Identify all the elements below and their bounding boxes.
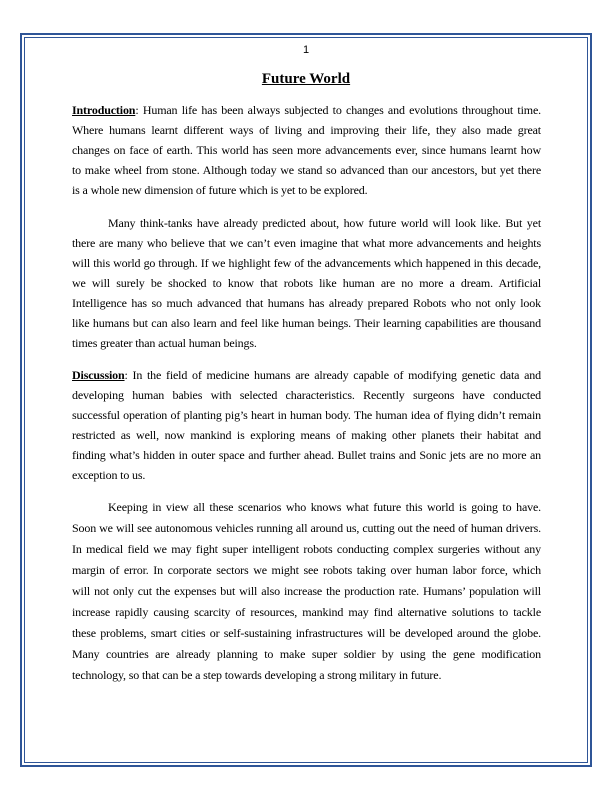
paragraph-line: successful operation of planting pig’s heart in human body. The human idea of flying didn’t remain <box>72 408 541 422</box>
paragraph-line: Soon we will see autonomous vehicles running all around us, cutting out the need of human drivers. <box>72 521 541 535</box>
discussion-heading: Discussion <box>72 368 125 382</box>
paragraph-line: to make wheel from stone. Although today we stand so advanced than our ancestors, but yet there <box>72 163 541 177</box>
paragraph-line: Where humans learnt different ways of living and improving their life, they also made great <box>72 123 541 137</box>
paragraph-line: restricted as well, now mankind is exploring means of making other planets their habitat and <box>72 428 541 442</box>
paragraph-line <box>72 100 541 120</box>
paragraph-line: developing human babies with selected characteristics. Recently surgeons have conducted <box>72 388 541 402</box>
paragraph-line: like humans but can also learn and feel like human beings. Their learning capabilities are thousand <box>72 316 541 330</box>
introduction-first-line: : Human life has been always subjected to changes and evolutions throughout time. <box>135 103 541 117</box>
paragraph-line: will this world go through. If we highlight few of the advancements which happened in this decade, <box>72 256 541 270</box>
paragraph-line: margin of error. In corporate sectors we might see robots taking over human labor force, which <box>72 563 541 577</box>
paragraph-line: finding what’s hidden in outer space and further ahead. Bullet trains and Sonic jets are no more an <box>72 448 541 462</box>
paragraph-line: Keeping in view all these scenarios who knows what future this world is going to have. <box>108 500 541 514</box>
paragraph-line: In medical field we may fight super intelligent robots conducting complex surgeries without any <box>72 542 541 556</box>
paragraph-line: there are many who believe that we can’t even imagine that what more advancements and heights <box>72 236 541 250</box>
paragraph-line: exception to us. <box>72 468 146 482</box>
discussion-paragraph <box>72 365 541 485</box>
discussion-first-line: : In the field of medicine humans are already capable of modifying genetic data and <box>124 368 541 382</box>
future-predictions-paragraph <box>72 213 541 353</box>
introduction-paragraph <box>72 100 541 200</box>
paragraph-line: these problems, smart cities or self-sustaining infrastructures will be developed around the globe. <box>72 626 541 640</box>
paragraph-line: will not only cut the expenses but will also increase the production rate. Humans’ population will <box>72 584 541 598</box>
paragraph-line: is a whole new dimension of future which is yet to be explored. <box>72 183 368 197</box>
introduction-heading: Introduction <box>72 103 136 117</box>
document-title: Future World <box>261 71 351 87</box>
paragraph-line: we will surely be shocked to know that robots like human are no more a dream. Artificial <box>72 276 541 290</box>
page-number: 1 <box>302 44 310 56</box>
paragraph-line: Intelligence has so much advanced that humans has already prepared Robots who not only look <box>72 296 541 310</box>
future-scenarios-paragraph <box>72 497 541 686</box>
paragraph-line: Many countries are already planning to make super soldier by using the gene modification <box>72 647 541 661</box>
paragraph-line <box>72 365 541 385</box>
paragraph-line: Many think-tanks have already predicted about, how future world will look like. But yet <box>108 216 541 230</box>
paragraph-line: technology, so that can be a step towards developing a strong military in future. <box>72 668 442 682</box>
paragraph-line: changes on face of earth. This world has seen more advancements ever, since humans learnt how <box>72 143 541 157</box>
paragraph-line: increase rapidly causing scarcity of resources, mankind may find alternative solutions to tackle <box>72 605 541 619</box>
paragraph-line: times greater than actual human beings. <box>72 336 257 350</box>
